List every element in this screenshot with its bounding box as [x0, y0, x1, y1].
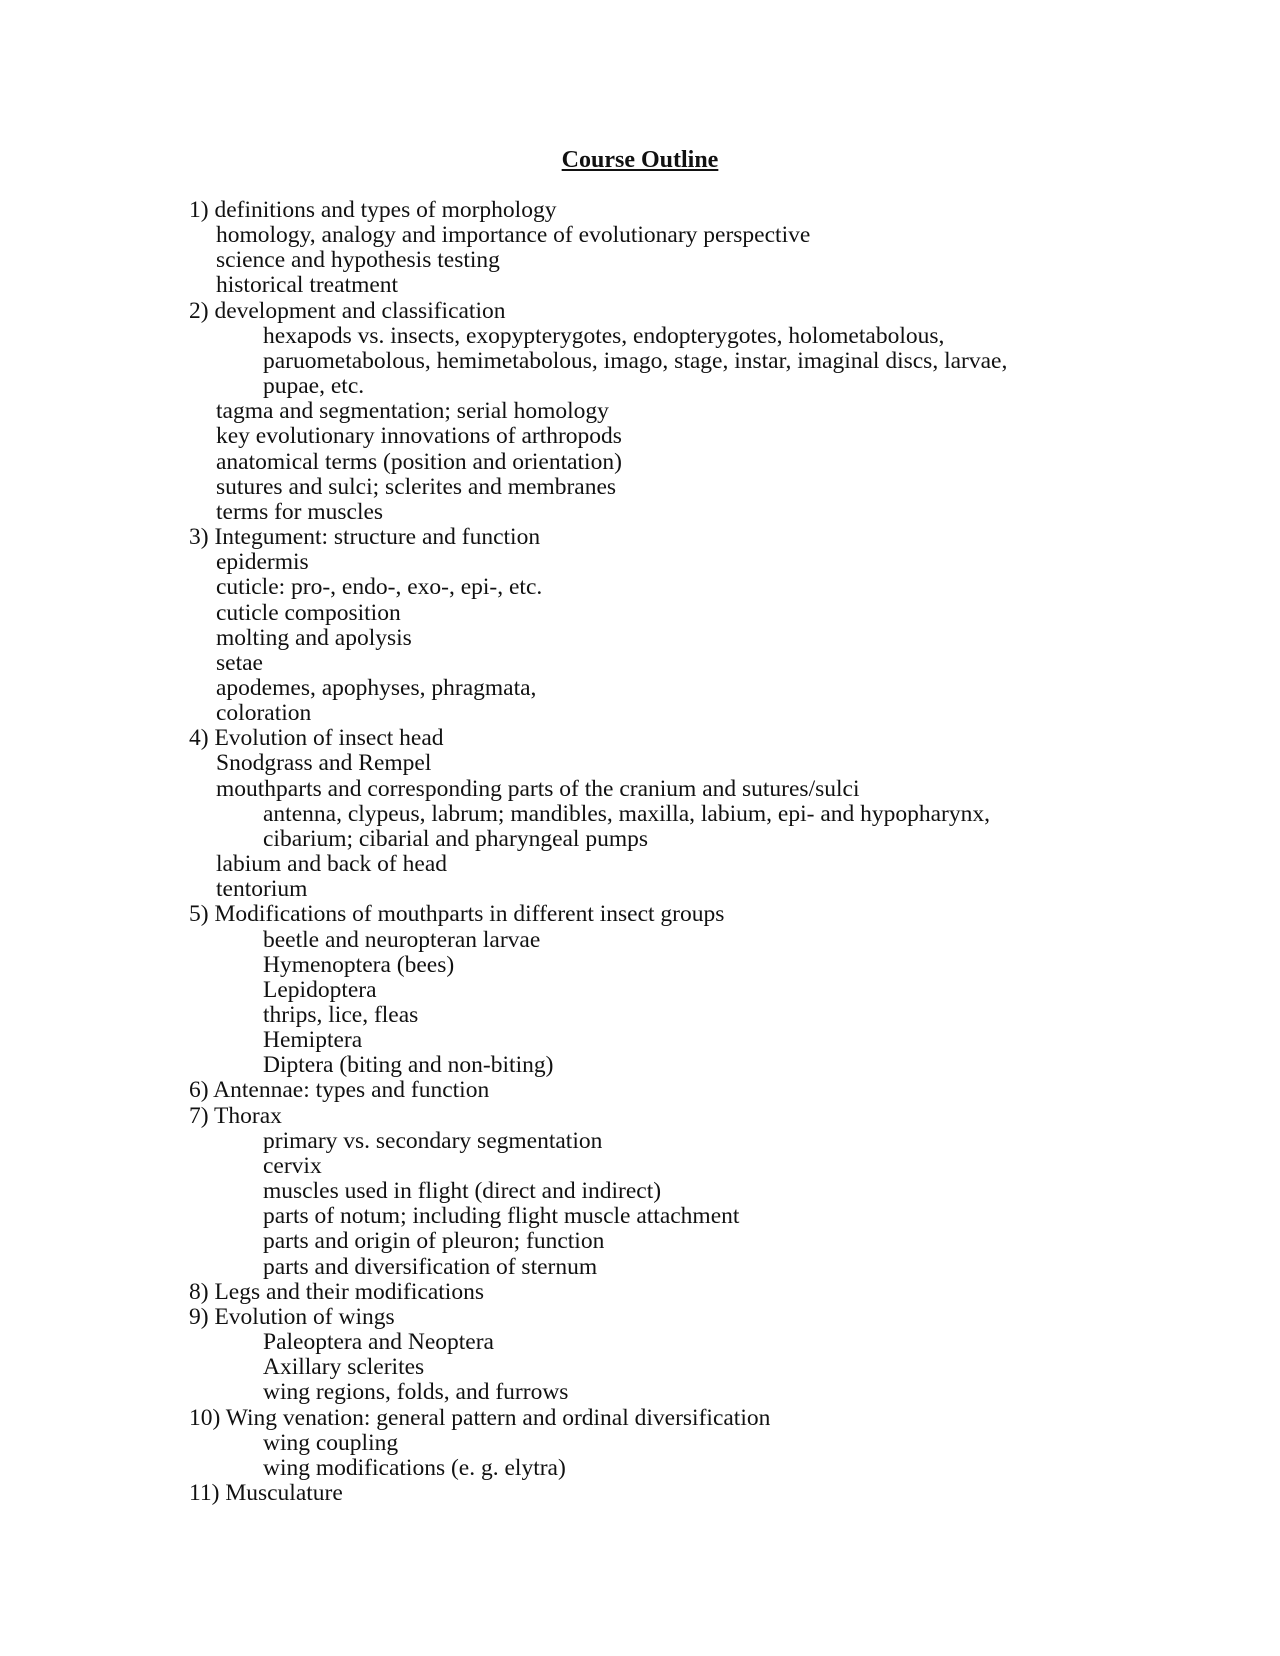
outline-subitem: primary vs. secondary segmentation [263, 1127, 603, 1154]
outline-topic: 11) Musculature [189, 1479, 343, 1506]
outline-subitem: parts and origin of pleuron; function [263, 1228, 605, 1255]
outline-subitem: tentorium [216, 876, 308, 903]
outline-subitem: cuticle composition [216, 599, 401, 626]
outline-subitem: wing modifications (e. g. elytra) [263, 1454, 566, 1481]
outline-subitem: terms for muscles [216, 498, 384, 525]
outline-subitem: sutures and sulci; sclerites and membranes [216, 473, 617, 500]
page-title: Course Outline [561, 147, 719, 173]
outline-subitem: thrips, lice, fleas [263, 1002, 419, 1028]
outline-topic: 2) development and classification [189, 297, 506, 324]
outline-subitem: muscles used in flight (direct and indirect) [263, 1178, 662, 1205]
outline-subitem: epidermis [216, 549, 309, 576]
outline-topic: 5) Modifications of mouthparts in different insect groups [189, 901, 725, 928]
outline-subitem: Lepidoptera [263, 976, 377, 1003]
outline-subitem: mouthparts and corresponding parts of the cranium and sutures/sulci [216, 775, 860, 802]
outline-topic: 9) Evolution of wings [189, 1303, 395, 1330]
outline-subitem: wing regions, folds, and furrows [263, 1379, 569, 1406]
outline-subitem: cuticle: pro-, endo-, exo-, epi-, etc. [216, 574, 543, 601]
outline-subitem: labium and back of head [216, 851, 447, 878]
outline-subitem: Diptera (biting and non-biting) [263, 1052, 554, 1079]
outline-subitem: parts of notum; including flight muscle attachment [263, 1203, 740, 1230]
outline-topic: 4) Evolution of insect head [189, 725, 444, 752]
outline-subitem: apodemes, apophyses, phragmata, [216, 674, 537, 701]
outline-subitem: antenna, clypeus, labrum; mandibles, maxilla, labium, epi- and hypopharynx, [263, 800, 991, 827]
outline-topic: 6) Antennae: types and function [189, 1077, 490, 1104]
outline-topic: 1) definitions and types of morphology [189, 197, 557, 223]
outline-subitem: hexapods vs. insects, exopypterygotes, endopterygotes, holometabolous, [263, 322, 945, 349]
outline-subitem: paruometabolous, hemimetabolous, imago, stage, instar, imaginal discs, larvae, [263, 347, 1008, 374]
outline-subitem: parts and diversification of sternum [263, 1253, 598, 1280]
outline-subitem: Hymenoptera (bees) [263, 951, 455, 978]
outline-topic: 8) Legs and their modifications [189, 1278, 484, 1305]
outline-topic: 10) Wing venation: general pattern and ordinal diversification [189, 1404, 771, 1431]
outline-subitem: cibarium; cibarial and pharyngeal pumps [263, 825, 649, 852]
outline-subitem: Axillary sclerites [263, 1354, 425, 1381]
outline-subitem: Hemiptera [263, 1027, 363, 1054]
outline-topic: 3) Integument: structure and function [189, 524, 541, 551]
outline-subitem: pupae, etc. [263, 373, 365, 400]
outline-subitem: Paleoptera and Neoptera [263, 1329, 494, 1356]
outline-subitem: science and hypothesis testing [216, 247, 500, 274]
outline-subitem: historical treatment [216, 272, 399, 299]
outline-subitem: homology, analogy and importance of evolutionary perspective [216, 222, 811, 249]
outline-subitem: beetle and neuropteran larvae [263, 926, 541, 953]
outline-subitem: anatomical terms (position and orientation) [216, 448, 622, 475]
outline-subitem: molting and apolysis [216, 624, 412, 651]
outline-subitem: key evolutionary innovations of arthropods [216, 423, 622, 450]
outline-subitem: cervix [263, 1152, 322, 1179]
outline-subitem: coloration [216, 700, 312, 727]
course-outline-list [189, 198, 1007, 1506]
outline-subitem: setae [216, 649, 263, 676]
outline-topic: 7) Thorax [189, 1102, 282, 1129]
outline-subitem: Snodgrass and Rempel [216, 750, 432, 777]
outline-subitem: wing coupling [263, 1429, 399, 1456]
outline-subitem: tagma and segmentation; serial homology [216, 398, 609, 425]
